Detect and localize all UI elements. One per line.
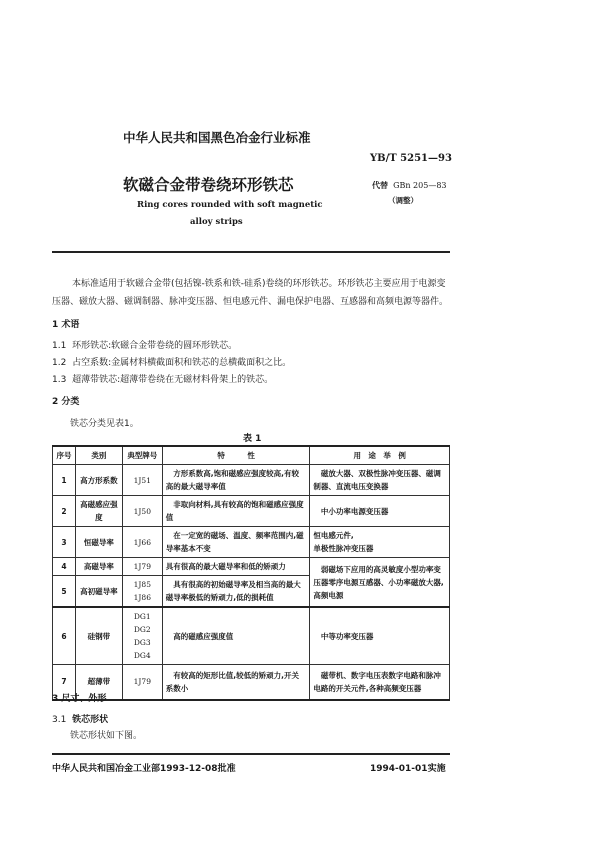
standard-code: YB/T 5251—93	[370, 153, 452, 164]
cell-use: 弱磁场下应用的高灵敏度小型功率变压器零序电源互感器、小功率磁放大器,高频电源	[310, 558, 450, 608]
cell-grade: 1J50	[122, 496, 162, 527]
cell-use: 中小功率电源变压器	[310, 496, 450, 527]
section-2-heading: 2 分类	[52, 397, 80, 407]
cell-property: 具有很高的初始磁导率及相当高的最大磁导率极低的矫顽力,低的损耗值	[162, 576, 310, 608]
cell-no: 1	[53, 465, 76, 496]
section-3-text: 铁芯形状如下图。	[70, 731, 143, 741]
cell-grade: 1J85 1J86	[122, 576, 162, 608]
table-row	[53, 558, 450, 576]
title-en-line2: alloy strips	[190, 217, 243, 227]
cell-grade: DG1 DG2 DG3 DG4	[122, 607, 162, 665]
replaces-label: 代替	[372, 180, 388, 190]
intro-line2: 压器、磁放大器、磁调制器、脉冲变压器、恒电感元件、漏电保护电器、互感器和高频电源等器件。	[52, 297, 449, 307]
core-classification-table	[52, 445, 450, 701]
cell-no: 2	[53, 496, 76, 527]
table-row	[53, 607, 450, 665]
cell-category: 恒磁导率	[75, 527, 122, 558]
cell-grade: 1J66	[122, 527, 162, 558]
cell-grade: 1J79	[122, 558, 162, 576]
table-row	[53, 465, 450, 496]
cell-property: 在一定宽的磁场、温度、频率范围内,磁导率基本不变	[162, 527, 310, 558]
cell-property: 方形系数高,饱和磁感应强度较高,有较高的最大磁导率值	[162, 465, 310, 496]
table-row	[53, 496, 450, 527]
cell-use: 中等功率变压器	[310, 607, 450, 665]
item-number: 1.2	[52, 358, 67, 368]
section-2-text: 铁芯分类见表1。	[70, 419, 139, 429]
cell-grade: 1J51	[122, 465, 162, 496]
section-3-heading: 3 尺寸、外形	[52, 694, 107, 704]
item-number: 1.3	[52, 375, 67, 385]
header-rule	[52, 251, 450, 253]
col-header: 典型牌号	[122, 446, 162, 465]
cell-category: 高方形系数	[75, 465, 122, 496]
item-text: 超薄带铁芯:超薄带卷绕在无磁材料骨架上的铁芯。	[72, 375, 274, 385]
cell-no: 3	[53, 527, 76, 558]
cell-use: 磁放大器、双极性脉冲变压器、磁调制器、直流电压变换器	[310, 465, 450, 496]
cell-no: 7	[53, 665, 76, 700]
document-title: 软磁合金带卷绕环形铁芯	[123, 176, 294, 194]
cell-category: 高磁导率	[75, 558, 122, 576]
cell-category: 硅钢带	[75, 607, 122, 665]
cell-use: 磁带机、数字电压表数字电路和脉冲电路的开关元件,各种高频变压器	[310, 665, 450, 700]
title-en-line1: Ring cores rounded with soft magnetic	[137, 200, 323, 210]
footer-rule	[52, 753, 450, 755]
cell-no: 4	[53, 558, 76, 576]
intro-line1: 本标准适用于软磁合金带(包括镍-铁系和铁-硅系)卷绕的环形铁芯。环形铁芯主要应用于电源变	[72, 279, 446, 289]
cell-category: 超薄带	[75, 665, 122, 700]
item-text: 占空系数:金属材料横截面积和铁芯的总横截面积之比。	[72, 358, 292, 368]
item-text: 环形铁芯:软磁合金带卷绕的圆环形铁芯。	[72, 341, 238, 351]
cell-grade: 1J79	[122, 665, 162, 700]
table-row	[53, 527, 450, 558]
cell-category: 高磁感应强度	[75, 496, 122, 527]
section-1-heading: 1 术语	[52, 320, 80, 330]
cell-use: 恒电感元件, 单极性脉冲变压器	[310, 527, 450, 558]
replaces-code: GBn 205—83	[393, 181, 447, 190]
cell-property: 有较高的矩形比值,较低的矫顽力,开关系数小	[162, 665, 310, 700]
cell-property: 高的磁感应强度值	[162, 607, 310, 665]
item-number: 1.1	[52, 341, 67, 351]
effective-date: 1994-01-01实施	[370, 764, 446, 774]
table-caption: 表 1	[243, 434, 262, 444]
replaces-note: （调整）	[388, 196, 418, 205]
cell-no: 6	[53, 607, 76, 665]
subsection-title: 铁芯形状	[72, 715, 109, 725]
col-header: 用 途 举 例	[310, 446, 450, 465]
cell-category: 高初磁导率	[75, 576, 122, 608]
table-row	[53, 665, 450, 700]
cell-property: 非取向材料,具有较高的饱和磁感应强度值	[162, 496, 310, 527]
cell-property: 具有很高的最大磁导率和低的矫顽力	[162, 558, 310, 576]
subsection-number: 3.1	[52, 715, 67, 725]
approval-line: 中华人民共和国冶金工业部1993-12-08批准	[52, 764, 236, 774]
org-standard-title: 中华人民共和国黑色冶金行业标准	[123, 130, 311, 145]
cell-no: 5	[53, 576, 76, 608]
col-header: 类别	[75, 446, 122, 465]
col-header: 序号	[53, 446, 76, 465]
col-header: 特 性	[162, 446, 310, 465]
